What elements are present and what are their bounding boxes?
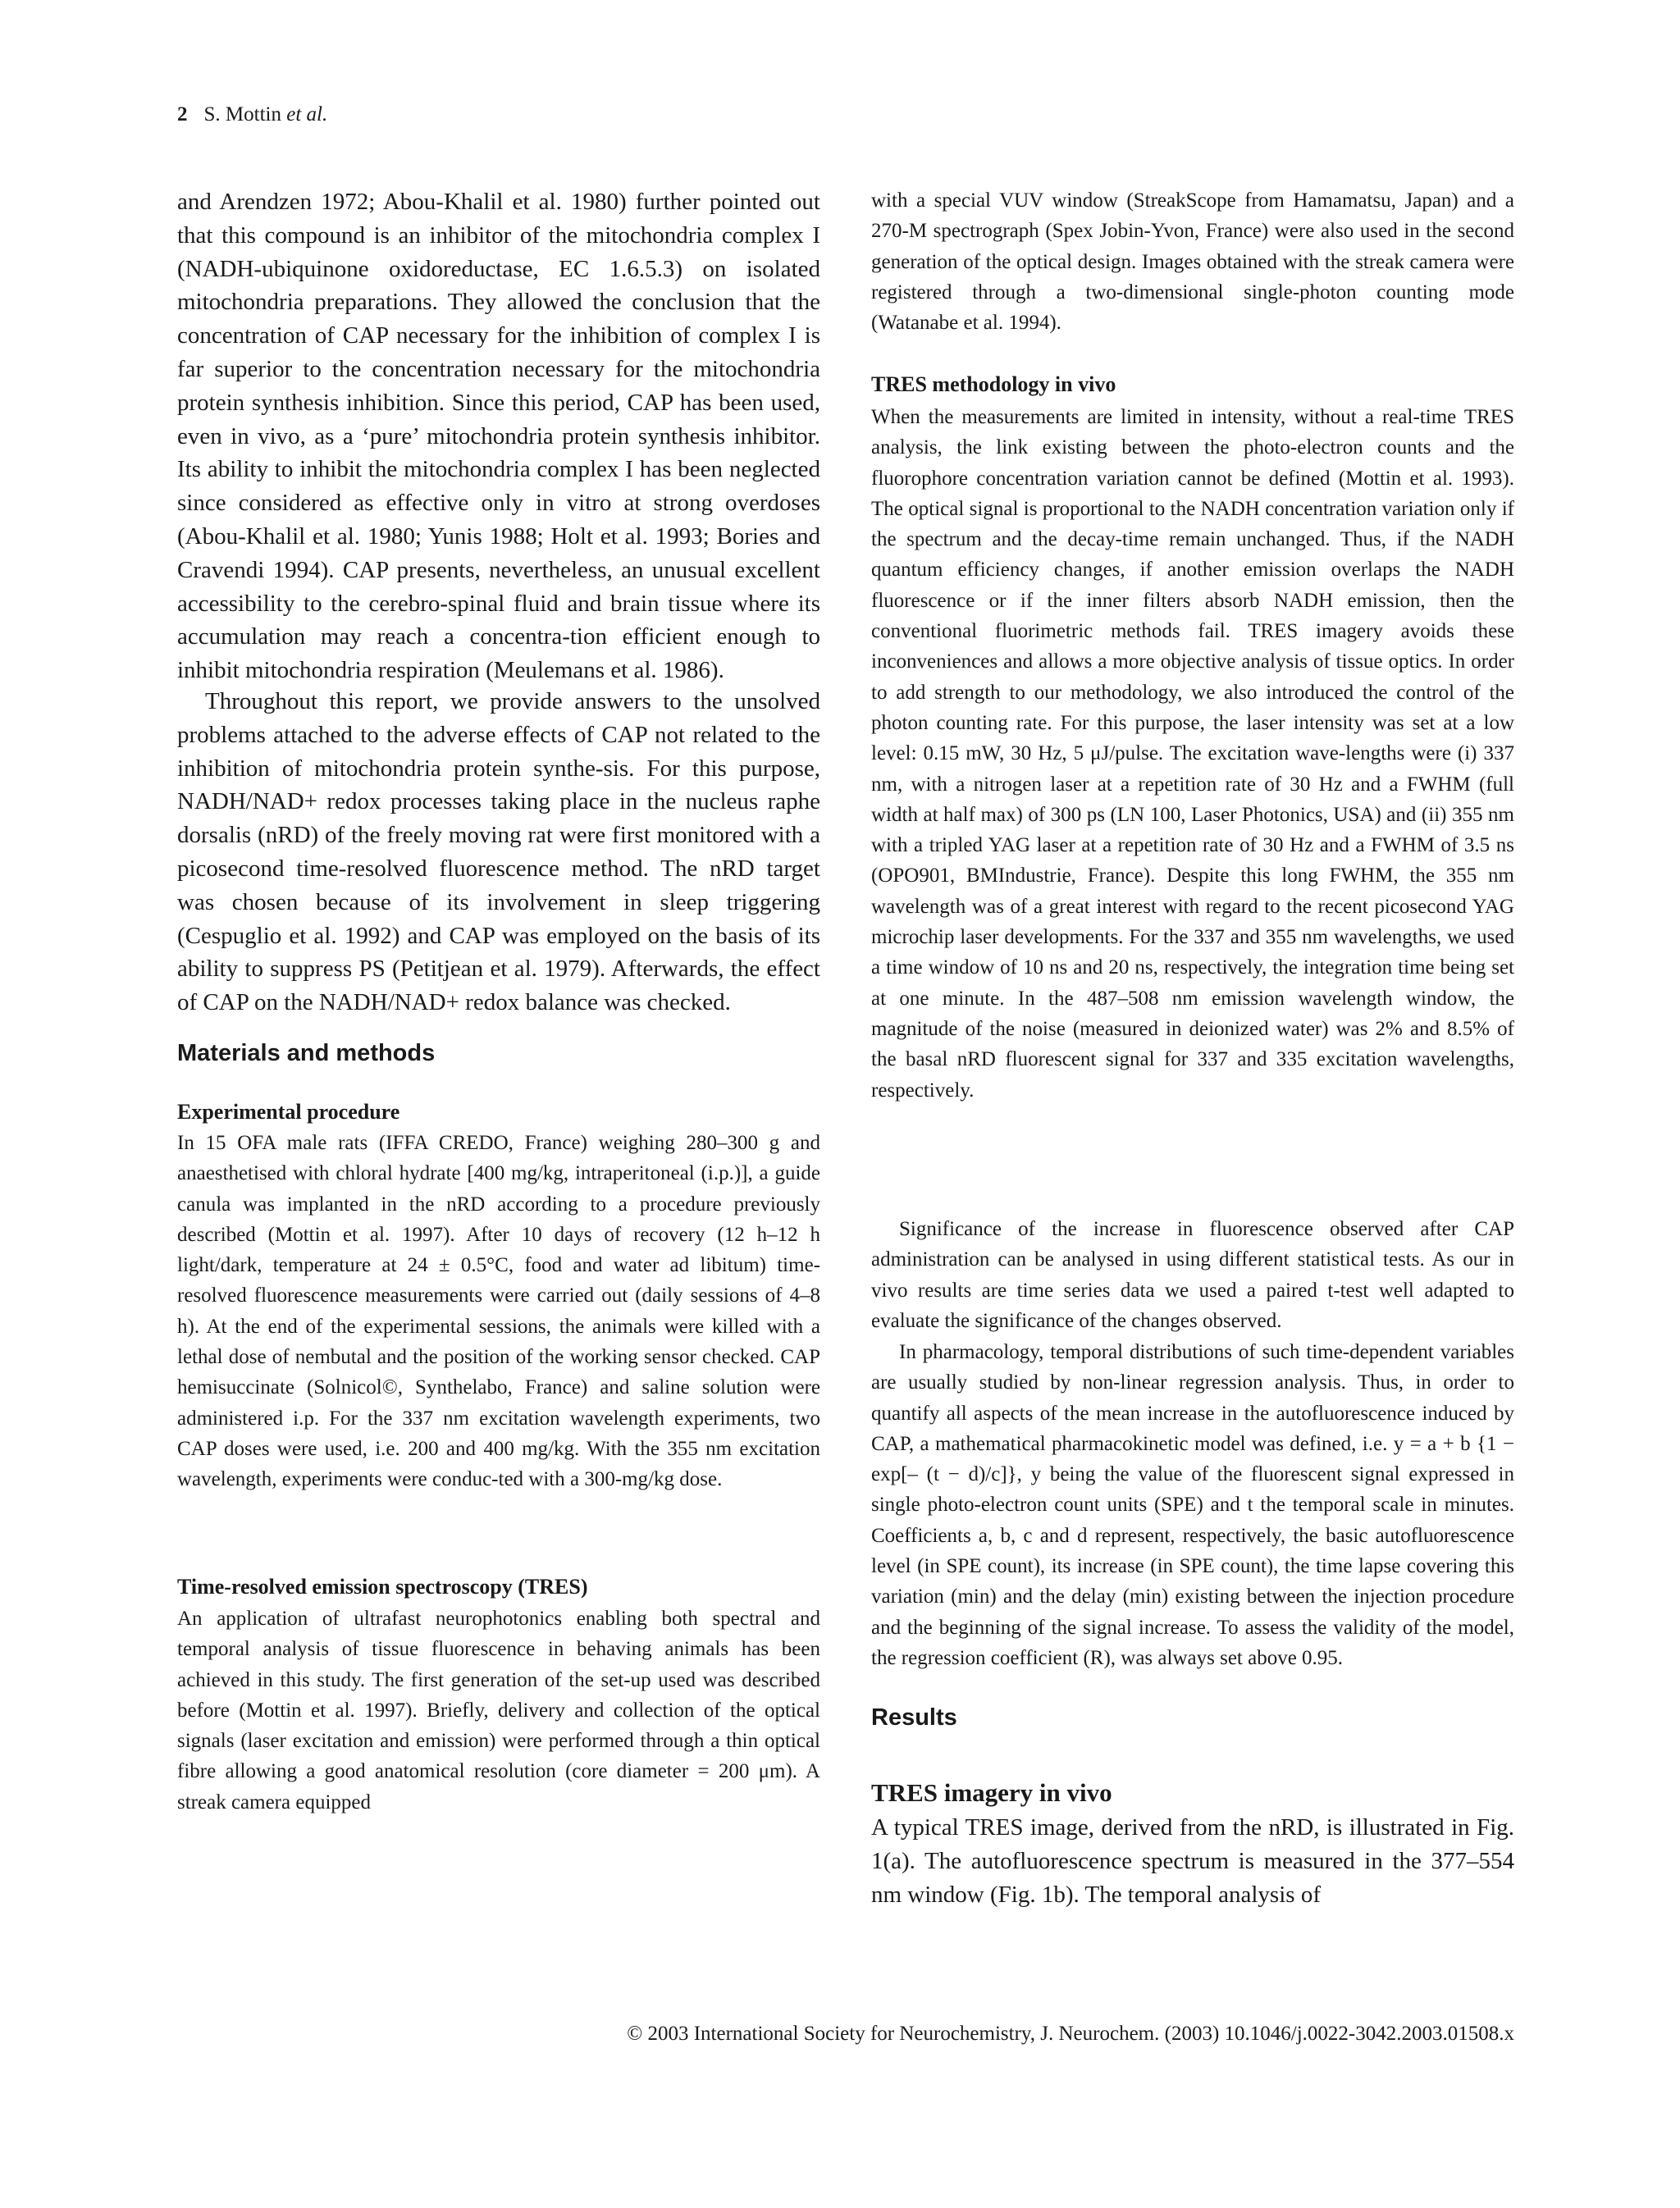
subsection-heading-methodology: TRES methodology in vivo — [871, 372, 1116, 396]
left-column — [177, 185, 820, 1818]
intro-paragraph-2: Throughout this report, we provide answers to the unsolved problems attached to the adverse effects of CAP not related to the inhibition of mitochondria protein synthe-sis. For this purpose, NADH/NAD+ redox processes taking place in the nucleus raphe dorsalis (nRD) of the freely moving rat were first monitored with a picosecond time-resolved fluorescence method. The nRD target was chosen because of its involvement in sleep triggering (Cespuglio et al. 1992) and CAP was employed on the basis of its ability to suppress PS (Petitjean et al. 1979). Afterwards, the effect of CAP on the NADH/NAD+ redox balance was checked. — [177, 688, 820, 1016]
section-heading-results: Results — [871, 1704, 957, 1731]
subsection-heading-tres: Time-resolved emission spectroscopy (TRES) — [177, 1575, 588, 1599]
copyright-footer: © 2003 International Society for Neurochemistry, J. Neurochem. (2003) 10.1046/j.0022-3042.2003.01508.x — [627, 2023, 1514, 2045]
running-head-et-al: et al. — [286, 103, 328, 125]
pharmacology-paragraph: In pharmacology, temporal distributions of such time-dependent variables are usually studied by non-linear regression analysis. Thus, in order to quantify all aspects of the mean increase in the autofluorescence induced by CAP, a mathematical pharmacokinetic model was defined, i.e. y = a + b {1 − exp[– (t − d)/c]}, y being the value of the fluorescent signal expressed in single photo-electron count units (SPE) and t the temporal scale in minutes. Coefficients a, b, c and d represent, respectively, the basic autofluorescence level (in SPE count), its increase (in SPE count), the time lapse covering this variation (min) and the delay (min) existing between the injection procedure and the beginning of the signal increase. To assess the validity of the model, the regression coefficient (R), was always set above 0.95. — [871, 1341, 1514, 1669]
right-column — [871, 185, 1514, 1911]
procedure-paragraph: In 15 OFA male rats (IFFA CREDO, France) weighing 280–300 g and anaesthetised with chloral hydrate [400 mg/kg, intraperitoneal (i.p.)], a guide canula was implanted in the nRD according to a procedure previously described (Mottin et al. 1997). After 10 days of recovery (12 h–12 h light/dark, temperature at 24 ± 0.5°C, food and water ad libitum) time-resolved fluorescence measurements were carried out (daily sessions of 4–8 h). At the end of the experimental sessions, the animals were killed with a lethal dose of nembutal and the position of the working sensor checked. CAP hemisuccinate (Solnicol©, Synthelabo, France) and saline solution were administered i.p. For the 337 nm excitation wavelength experiments, two CAP doses were used, i.e. 200 and 400 mg/kg. With the 355 nm excitation wavelength, experiments were conduc-ted with a 300-mg/kg dose. — [177, 1132, 820, 1491]
subsection-heading-procedure: Experimental procedure — [177, 1100, 400, 1124]
significance-paragraph: Significance of the increase in fluorescence observed after CAP administration can be analysed in using different statistical tests. As our in vivo results are time series data we used a paired t-test well adapted to evaluate the significance of the changes observed. — [871, 1218, 1514, 1332]
page-number: 2 — [177, 103, 188, 125]
tres-paragraph: An application of ultrafast neurophotonics enabling both spectral and temporal analysis of tissue fluorescence in behaving animals has been achieved in this study. The first generation of the set-up used was described before (Mottin et al. 1997). Briefly, delivery and collection of the optical signals (laser excitation and emission) were performed through a thin optical fibre allowing a good anatomical resolution (core diameter = 200 μm). A streak camera equipped — [177, 1608, 820, 1813]
methodology-paragraph: When the measurements are limited in intensity, without a real-time TRES analysis, the link existing between the photo-electron counts and the fluorophore concentration variation cannot be defined (Mottin et al. 1993). The optical signal is proportional to the NADH concentration variation only if the spectrum and the decay-time remain unchanged. Thus, if the NADH quantum efficiency changes, if another emission overlaps the NADH fluorescence or if the inner filters absorb NADH emission, then the conventional fluorimetric methods fail. TRES imagery avoids these inconveniences and allows a more objective analysis of tissue optics. In order to add strength to our methodology, we also introduced the control of the photon counting rate. For this purpose, the laser intensity was set at a low level: 0.15 mW, 30 Hz, 5 μJ/pulse. The excitation wave-lengths were (i) 337 nm, with a nitrogen laser at a repetition rate of 30 Hz and a FWHM (full width at half max) of 300 ps (LN 100, Laser Photonics, USA) and (ii) 355 nm with a tripled YAG laser at a repetition rate of 30 Hz and a FWHM of 3.5 ns (OPO901, BMIndustrie, France). Despite this long FWHM, the 355 nm wavelength was of a great interest with regard to the recent picosecond YAG microchip laser developments. For the 337 and 355 nm wavelengths, we used a time window of 10 ns and 20 ns, respectively, the integration time being set at one minute. In the 487–508 nm emission wavelength window, the magnitude of the noise (measured in deionized water) was 2% and 8.5% of the basal nRD fluorescent signal for 337 and 335 excitation wavelengths, respectively. — [871, 406, 1514, 1102]
subsection-heading-imagery: TRES imagery in vivo — [871, 1778, 1112, 1807]
imagery-paragraph: A typical TRES image, derived from the nRD, is illustrated in Fig. 1(a). The autofluorescence spectrum is measured in the 377–554 nm window (Fig. 1b). The temporal analysis of — [871, 1814, 1514, 1908]
running-head-author: S. Mottin — [203, 103, 281, 125]
tres-paragraph-continued: with a special VUV window (StreakScope from Hamamatsu, Japan) and a 270-M spectrograph (Spex Jobin-Yvon, France) were also used in the second generation of the optical design. Images obtained with the streak camera were registered through a two-dimensional single-photon counting mode (Watanabe et al. 1994). — [871, 189, 1514, 335]
intro-paragraph-1: and Arendzen 1972; Abou-Khalil et al. 1980) further pointed out that this compound is an inhibitor of the mitochondria complex I (NADH-ubiquinone oxidoreductase, EC 1.6.5.3) on isolated mitochondria preparations. They allowed the conclusion that the concentration of CAP necessary for the inhibition of complex I is far superior to the concentration necessary for the mitochondria protein synthesis inhibition. Since this period, CAP has been used, even in vivo, as a ‘pure’ mitochondria protein synthesis inhibitor. Its ability to inhibit the mitochondria complex I has been neglected since considered as effective only in vitro at strong overdoses (Abou-Khalil et al. 1980; Yunis 1988; Holt et al. 1993; Bories and Cravendi 1994). CAP presents, nevertheless, an unusual excellent accessibility to the cerebro-spinal fluid and brain tissue where its accumulation may reach a concentra-tion efficient enough to inhibit mitochondria respiration (Meulemans et al. 1986). — [177, 189, 820, 684]
section-heading-materials: Materials and methods — [177, 1040, 436, 1066]
running-head — [177, 103, 327, 126]
